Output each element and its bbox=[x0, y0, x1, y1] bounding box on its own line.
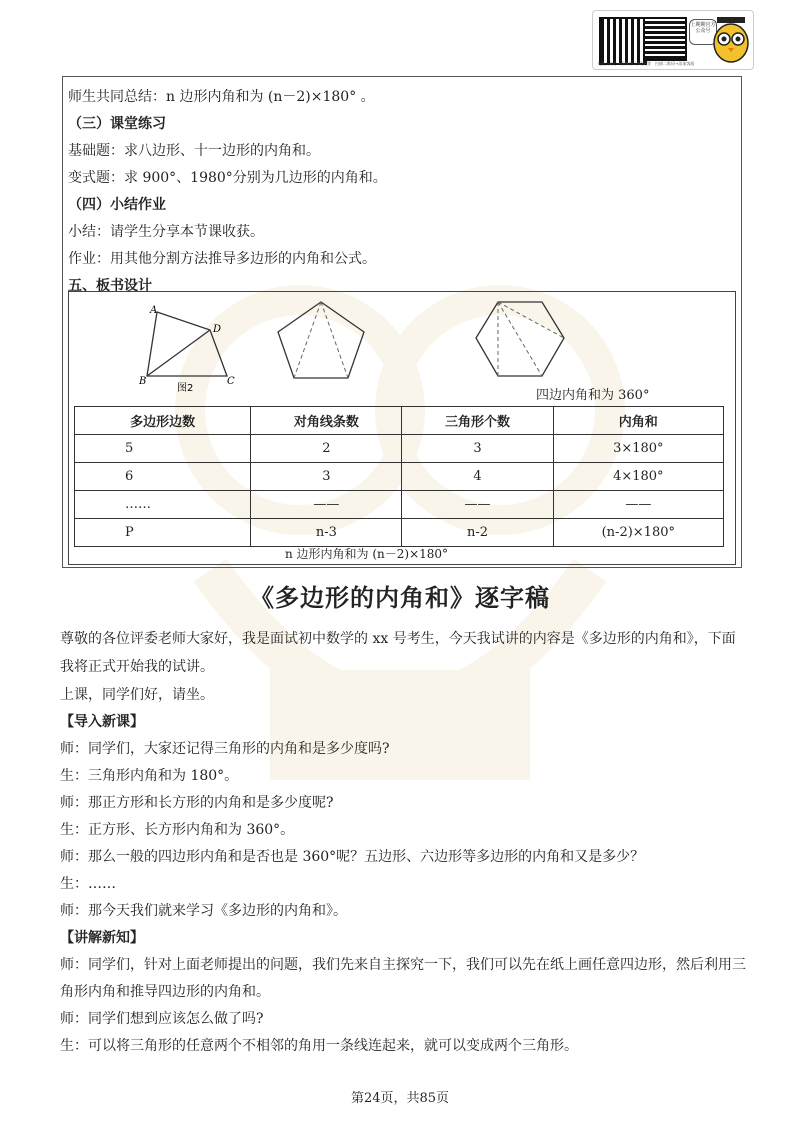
transcript-line: 生：正方形、长方形内角和为 360°。 bbox=[60, 822, 295, 838]
transcript-line: 师：同学们，针对上面老师提出的问题，我们先来自主探究一下，我们可以先在纸上画任意四边形，然后利用三 bbox=[60, 957, 746, 973]
summary-prefix: 师生共同总结： bbox=[68, 89, 166, 105]
table-row bbox=[75, 519, 724, 547]
transcript-line: 师：同学们，大家还记得三角形的内角和是多少度吗? bbox=[60, 741, 390, 757]
transcript-line: 师：那今天我们就来学习《多边形的内角和》。 bbox=[60, 903, 347, 919]
qr-code-icon[interactable] bbox=[643, 17, 687, 61]
table-row bbox=[75, 491, 724, 519]
section5-heading: 五、板书设计 bbox=[68, 278, 152, 294]
section4-heading: （四）小结作业 bbox=[68, 197, 166, 213]
transcript-line: 上课，同学们好，请坐。 bbox=[60, 687, 214, 703]
table-cell: 5 bbox=[75, 435, 251, 463]
hexagon-figure bbox=[470, 298, 570, 380]
table-cell: 3 bbox=[251, 463, 402, 491]
transcript-line: 生：可以将三角形的任意两个不相邻的角用一条线连起来，就可以变成两个三角形。 bbox=[60, 1038, 578, 1054]
basic-exercise: 基础题：求八边形、十一边形的内角和。 bbox=[68, 143, 320, 159]
table-cell: —— bbox=[402, 491, 553, 519]
label-b: B bbox=[139, 376, 147, 387]
table-row bbox=[75, 463, 724, 491]
header-triangles: 三角形个数 bbox=[402, 407, 553, 435]
table-cell: 3×180° bbox=[553, 435, 723, 463]
table-cell: (n-2)×180° bbox=[553, 519, 723, 547]
transcript-line: 生：三角形内角和为 180°。 bbox=[60, 768, 239, 784]
transcript-line: 师：同学们想到应该怎么做了吗? bbox=[60, 1011, 264, 1027]
table-cell: n-2 bbox=[402, 519, 553, 547]
table-cell: 3 bbox=[402, 435, 553, 463]
label-a: A bbox=[150, 305, 158, 316]
summary-task: 小结：请学生分享本节课收获。 bbox=[68, 224, 264, 240]
table-cell: …… bbox=[75, 491, 251, 519]
transcript-line: 我将正式开始我的试讲。 bbox=[60, 659, 214, 675]
label-c: C bbox=[227, 376, 235, 387]
board-conclusion: n 边形内角和为 (n－2)×180° bbox=[285, 547, 449, 561]
pentagon-figure bbox=[272, 298, 370, 382]
table-header-row bbox=[75, 407, 724, 435]
section3-heading: （三）课堂练习 bbox=[68, 116, 166, 132]
table-cell: 6 bbox=[75, 463, 251, 491]
section-heading-new: 【讲解新知】 bbox=[60, 930, 144, 946]
table-cell: P bbox=[75, 519, 251, 547]
section-heading-intro: 【导入新课】 bbox=[60, 714, 144, 730]
transcript-line: 尊敬的各位评委老师大家好，我是面试初中数学的 xx 号考生，今天我试讲的内容是《多边形的内角和》，下面 bbox=[60, 631, 736, 647]
table-cell: n-3 bbox=[251, 519, 402, 547]
quad-angle-note: 四边内角和为 360° bbox=[536, 388, 650, 403]
figure-caption: 图2 bbox=[177, 383, 194, 394]
transcript-line: 生：…… bbox=[60, 876, 116, 892]
table-cell: 4 bbox=[402, 463, 553, 491]
variant-exercise: 变式题：求 900°、1980°分别为几边形的内角和。 bbox=[68, 170, 387, 186]
homework-task: 作业：用其他分割方法推导多边形的内角和公式。 bbox=[68, 251, 376, 267]
qr-code-icon[interactable] bbox=[599, 17, 647, 65]
badge-caption-left: 关注公众号→资料/学习/资讯等 bbox=[597, 61, 652, 66]
table-row bbox=[75, 435, 724, 463]
table-cell: 2 bbox=[251, 435, 402, 463]
header-badge bbox=[592, 10, 754, 70]
page-title: 《多边形的内角和》逐字稿 bbox=[250, 584, 550, 612]
header-sides: 多边形边数 bbox=[75, 407, 251, 435]
badge-caption-right: 扫描二维码→添加客服 bbox=[655, 61, 695, 66]
table-cell: —— bbox=[251, 491, 402, 519]
header-angle-sum: 内角和 bbox=[553, 407, 723, 435]
transcript-line: 师：那么一般的四边形内角和是否也是 360°呢？五边形、六边形等多边形的内角和又是多少？ bbox=[60, 849, 645, 865]
header-diagonals: 对角线条数 bbox=[251, 407, 402, 435]
label-d: D bbox=[213, 324, 222, 335]
transcript-line: 师：那正方形和长方形的内角和是多少度呢? bbox=[60, 795, 334, 811]
polygon-table bbox=[74, 406, 724, 547]
speech-bubble: 上期期官方公众号 bbox=[689, 19, 717, 45]
page-number: 第24页，共85页 bbox=[350, 1091, 450, 1106]
table-cell: 4×180° bbox=[553, 463, 723, 491]
summary-text: n 边形内角和为 (n－2)×180° 。 bbox=[166, 89, 375, 105]
table-cell: —— bbox=[553, 491, 723, 519]
transcript-line: 角形内角和推导四边形的内角和。 bbox=[60, 984, 270, 1000]
quadrilateral-figure bbox=[135, 302, 245, 394]
owl-mascot-icon bbox=[711, 15, 751, 65]
summary-line bbox=[68, 86, 375, 106]
